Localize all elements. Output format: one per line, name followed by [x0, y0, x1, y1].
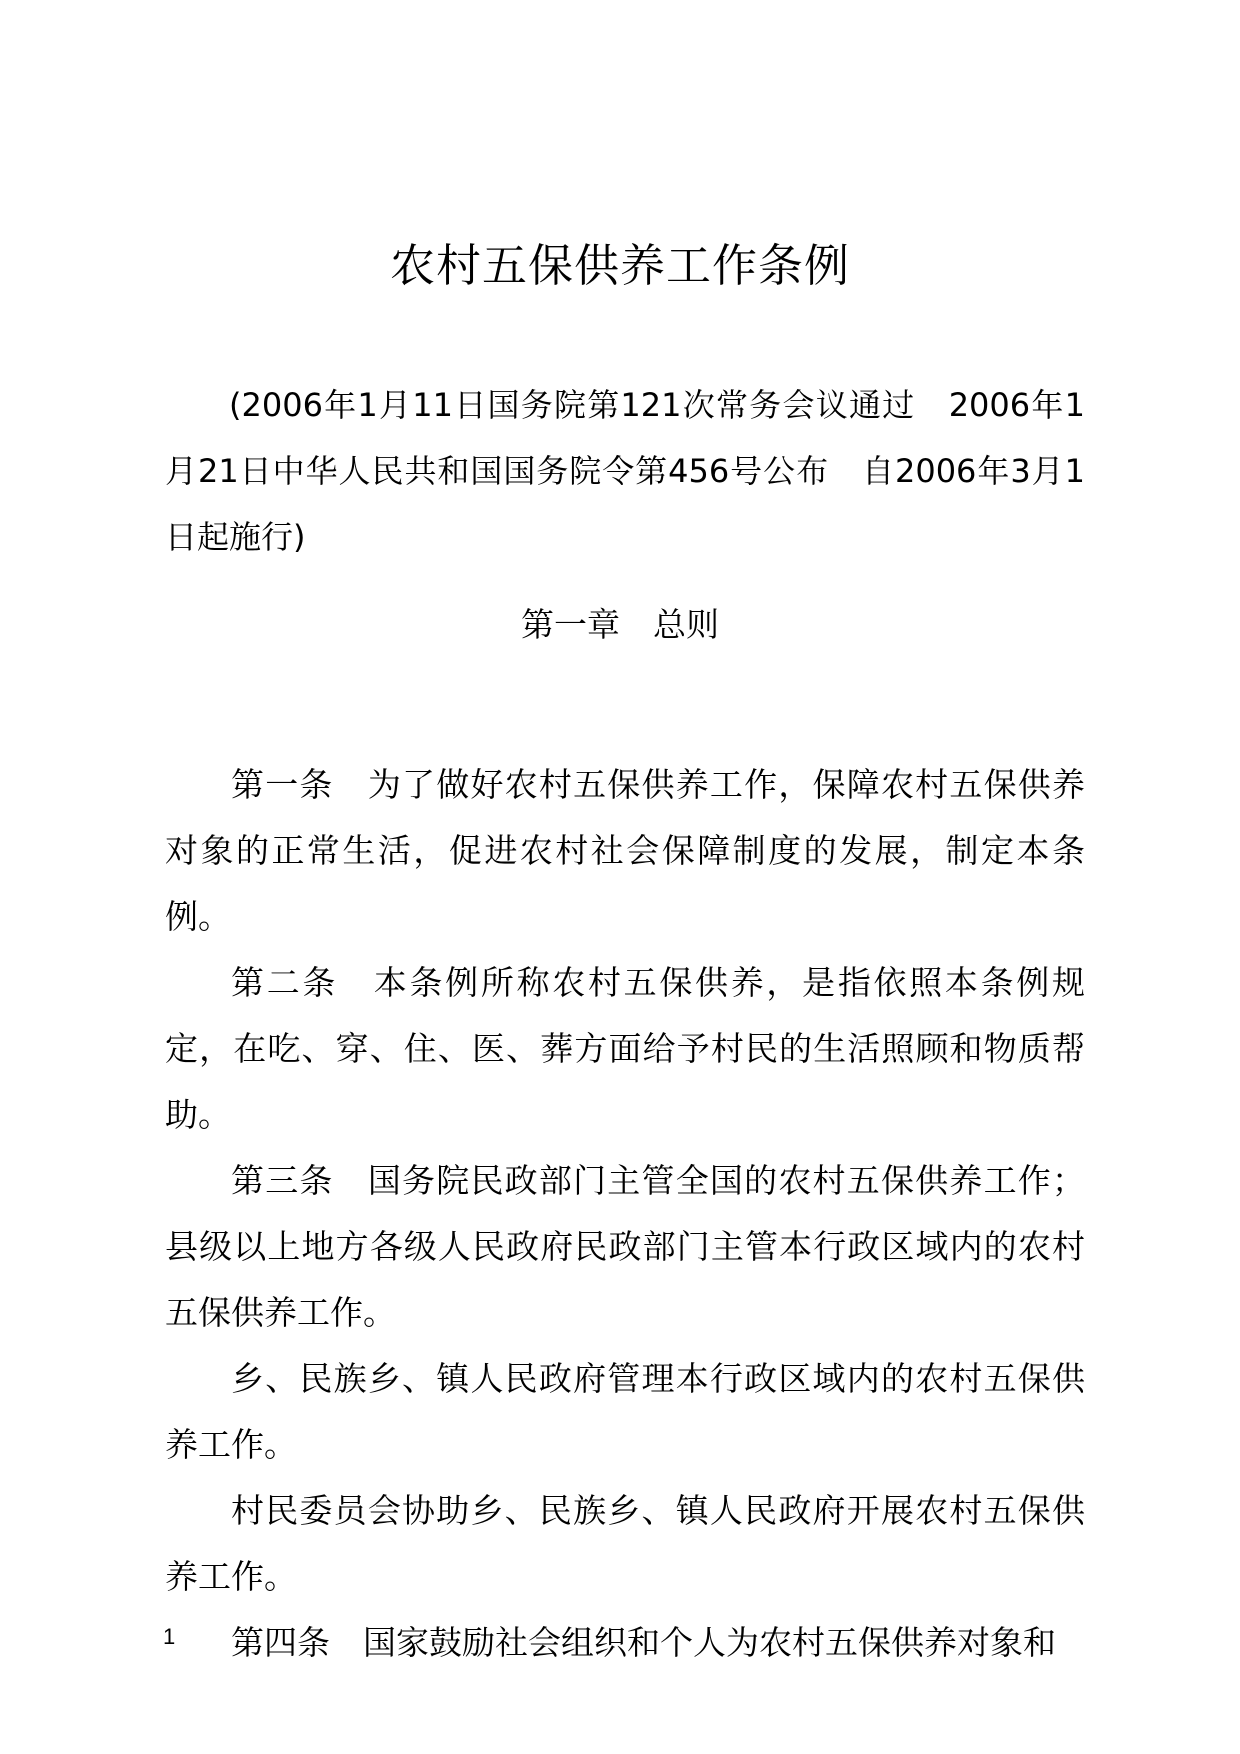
article-3-township-paragraph: 乡、民族乡、镇人民政府管理本行政区域内的农村五保供养工作。 — [165, 1359, 1085, 1464]
article-3-village-paragraph: 村民委员会协助乡、民族乡、镇人民政府开展农村五保供养工作。 — [165, 1491, 1085, 1596]
article-4-paragraph: 第四条 国家鼓励社会组织和个人为农村五保供养对象和 — [231, 1623, 1056, 1662]
page-number: 1 — [163, 1624, 176, 1649]
article-1-paragraph: 第一条 为了做好农村五保供养工作，保障农村五保供养对象的正常生活，促进农村社会保障制度的发展，制定本条例。 — [165, 765, 1085, 936]
document-title: 农村五保供养工作条例 — [389, 239, 850, 292]
chapter-heading: 第一章 总则 — [521, 605, 719, 644]
document-body — [165, 752, 1085, 1676]
enactment-note: (2006年1月11日国务院第121次常务会议通过 2006年1月21日中华人民共和国国务院令第456号公布 自2006年3月1日起施行) — [165, 386, 1085, 556]
article-2-paragraph: 第二条 本条例所称农村五保供养，是指依照本条例规定，在吃、穿、住、医、葬方面给予村民的生活照顾和物质帮助。 — [165, 963, 1085, 1134]
article-3-paragraph: 第三条 国务院民政部门主管全国的农村五保供养工作；县级以上地方各级人民政府民政部门主管本行政区域内的农村五保供养工作。 — [165, 1161, 1085, 1332]
